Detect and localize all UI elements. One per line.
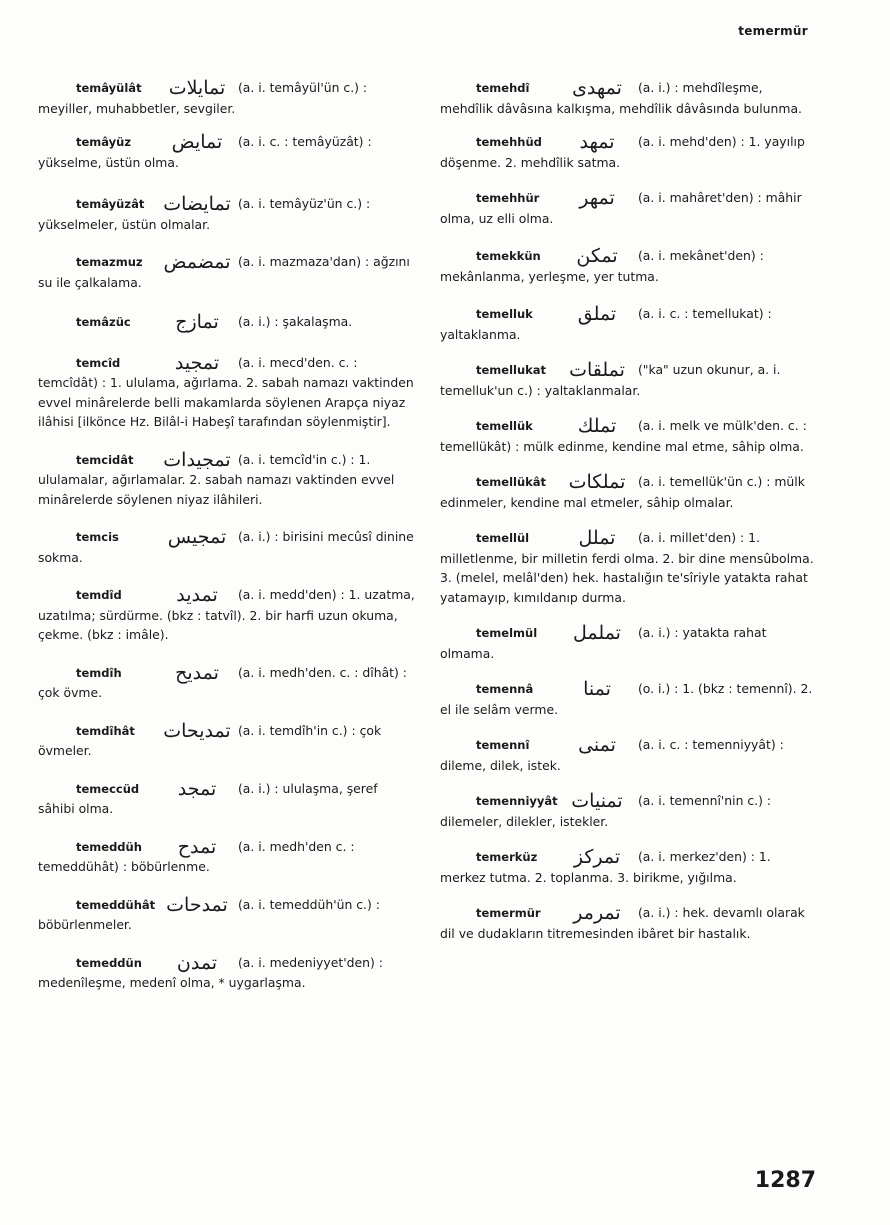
dictionary-entry (440, 360, 818, 400)
dictionary-entry (440, 735, 818, 775)
definition: (a. i. melk ve mülk'den. c. : temellükât) : mülk edinme, kendine mal etme, sâhip olma. (440, 418, 807, 454)
dictionary-entry (38, 721, 418, 761)
headword: temdîh (76, 665, 122, 680)
arabic-script: تمازج (175, 311, 219, 333)
arabic-script: تملل (578, 527, 616, 549)
headword: temelluk (476, 307, 533, 321)
definition: (a. i. temâyül'ün c.) : meyiller, muhabbetler, sevgiler. (38, 80, 368, 116)
headword: temekkün (476, 249, 541, 263)
definition: (a. i. temdîh'in c.) : çok övmeler. (38, 722, 382, 758)
headword: temâyüzât (76, 197, 145, 211)
arabic-script: تملقات (569, 359, 625, 381)
arabic-script: تمهد (579, 131, 615, 153)
definition: (a. i.) : şakalaşma. (237, 314, 353, 329)
dictionary-entry (38, 837, 418, 877)
definition: (a. i.) : yatakta rahat olmama. (440, 625, 767, 661)
definition: (a. i.) : mehdîleşme, mehdîlik dâvâsına kalkışma, mehdîlik dâvâsında bulunma. (440, 80, 802, 116)
headword: temeddüh (76, 839, 142, 854)
dictionary-entry (38, 78, 418, 118)
dictionary-entry (38, 527, 418, 567)
headword: temcidât (76, 452, 134, 467)
arabic-script: تمنى (578, 734, 616, 756)
arabic-script: تمديد (176, 584, 218, 606)
headword: temdîhât (76, 723, 135, 738)
arabic-script: تمهر (579, 187, 615, 209)
arabic-script: تمجيد (174, 351, 220, 374)
definition: (a. i. medh'den. c. : dîhât) : çok övme. (38, 664, 407, 700)
dictionary-entry (440, 623, 818, 663)
arabic-script: تمضمض (163, 251, 231, 273)
arabic-script: تمديحات (163, 719, 231, 742)
arabic-script: تمدحات (166, 893, 228, 916)
definition: (a. i.) : birisini mecûsî dinine sokma. (38, 529, 414, 565)
definition: (a. i. mahâret'den) : mâhir olma, uz elli olma. (440, 190, 802, 226)
arabic-script: تمكن (576, 245, 618, 267)
dictionary-entry (38, 194, 418, 234)
headword: temermür (476, 906, 541, 920)
headword: temdîd (76, 588, 122, 602)
dictionary-entry (440, 246, 818, 286)
dictionary-entry (38, 663, 418, 703)
arabic-script: تمجيس (167, 526, 227, 548)
arabic-script: تمايضات (163, 193, 231, 215)
dictionary-entry (440, 472, 818, 512)
headword: temeccüd (76, 781, 140, 796)
definition: (a. i. medeniyyet'den) : medenîleşme, medenî olma, * uygarlaşma. (38, 954, 383, 990)
dictionary-entry (38, 252, 418, 292)
definition: (a. i.) : hek. devamlı olarak dil ve dudakların titremesinden ibâret bir hastalık. (440, 905, 805, 941)
headword: temeddühât (76, 897, 156, 912)
dictionary-entry (440, 188, 818, 228)
headword: temehhür (476, 191, 540, 205)
definition: (a. i. temennî'nin c.) : dilemeler, dilekler, istekler. (440, 793, 772, 829)
definition: ("ka" uzun okunur, a. i. temelluk'un c.) : yaltaklanmalar. (440, 362, 781, 398)
definition: (a. i. mekânet'den) : mekânlanma, yerleşme, yer tutma. (440, 248, 764, 284)
definition: (a. i. temeddüh'ün c.) : böbürlenmeler. (38, 896, 380, 932)
arabic-script: تمجد (177, 777, 217, 800)
headword: temâyülât (76, 81, 142, 95)
headword: temennâ (476, 682, 534, 696)
headword: temehdî (476, 81, 530, 95)
arabic-script: تملق (577, 303, 617, 325)
headword: temehhüd (476, 135, 542, 149)
dictionary-entry (440, 903, 818, 943)
definition: (a. i. c. : temâyüzât) : yükselme, üstün olma. (38, 134, 372, 170)
dictionary-entry (440, 416, 818, 456)
arabic-script: تمرمر (573, 902, 621, 924)
definition: (a. i. mehd'den) : 1. yayılıp döşenme. 2. mehdîlik satma. (440, 134, 805, 170)
dictionary-entry (440, 78, 818, 118)
arabic-script: تملكات (568, 471, 626, 493)
arabic-script: تمايلات (168, 77, 226, 99)
running-head: temermür (738, 24, 808, 38)
arabic-script: تمدن (176, 951, 218, 974)
definition: (a. i. c. : temenniyyât) : dileme, dilek, istek. (440, 737, 784, 773)
headword: temcîd (76, 355, 121, 370)
definition: (a. i. c. : temellukat) : yaltaklanma. (440, 306, 772, 342)
headword: temelmül (476, 626, 538, 640)
dictionary-entry (38, 132, 418, 172)
arabic-script: تمايض (171, 131, 223, 153)
dictionary-entry (440, 304, 818, 344)
dictionary-entry (38, 585, 418, 645)
arabic-script: تمهدى (572, 77, 622, 99)
arabic-script: تململ (573, 622, 621, 644)
definition: (a. i. millet'den) : 1. milletlenme, bir milletin ferdi olma. 2. bir dine mensûbolma. 3. (melel, melâl'den) hek. hastalığın te'sîriyle yatakta rahat yatamayıp, kımıldanıp durma. (440, 530, 814, 605)
headword: temâzüc (76, 315, 131, 329)
dictionary-entry (38, 895, 418, 935)
headword: temennî (476, 738, 530, 752)
headword: temenniyyât (476, 794, 558, 808)
right-column (440, 78, 818, 943)
headword: temellük (476, 419, 533, 433)
arabic-script: تمنيات (571, 790, 623, 812)
arabic-script: تمنا (583, 678, 611, 700)
arabic-script: تمدح (177, 835, 217, 858)
headword: temellukat (476, 363, 547, 377)
definition: (o. i.) : 1. (bkz : temennî). 2. el ile selâm verme. (440, 681, 813, 717)
dictionary-entry (38, 953, 418, 993)
definition: (a. i. merkez'den) : 1. merkez tutma. 2. toplanma. 3. birikme, yığılma. (440, 849, 771, 885)
definition: (a. i.) : ululaşma, şeref sâhibi olma. (38, 780, 378, 816)
definition: (a. i. temcîd'in c.) : 1. ululamalar, ağırlamalar. 2. sabah namazı vaktinden evvel minârelerde söylenen niyaz ilâhileri. (38, 451, 395, 507)
dictionary-entry (440, 791, 818, 831)
definition: (a. i. medd'den) : 1. uzatma, uzatılma; sürdürme. (bkz : tatvîl). 2. bir harfi uzun okuma, çekme. (bkz : imâle). (38, 587, 415, 642)
dictionary-entry (440, 528, 818, 607)
headword: temcis (76, 530, 119, 544)
headword: temeddün (76, 955, 142, 970)
arabic-script: تمركز (573, 846, 621, 868)
definition: (a. i. mecd'den. c. : temcîdât) : 1. ululama, ağırlama. 2. sabah namazı vaktinden evvel minârelerde belli makamlarda söylenen Arapça niyaz ilâhisi [ilkönce Hz. Bilâl-i Habeşî tarafından söylenmiştir]. (38, 354, 414, 429)
headword: temazmuz (76, 255, 143, 269)
dictionary-entry (38, 779, 418, 819)
headword: temellül (476, 531, 530, 545)
dictionary-entry (38, 353, 418, 432)
arabic-script: تمجيدات (163, 448, 231, 471)
dictionary-entry (440, 132, 818, 172)
definition: (a. i. temellük'ün c.) : mülk edinmeler, kendine mal etmeler, sâhip olmalar. (440, 474, 805, 510)
headword: temâyüz (76, 135, 132, 149)
dictionary-entry (440, 847, 818, 887)
definition: (a. i. medh'den c. : temeddühât) : böbürlenme. (38, 838, 355, 874)
arabic-script: تمديح (175, 661, 219, 684)
dictionary-entry (38, 450, 418, 510)
arabic-script: تملك (577, 415, 617, 437)
definition: (a. i. temâyüz'ün c.) : yükselmeler, üstün olmalar. (38, 196, 371, 232)
definition: (a. i. mazmaza'dan) : ağzını su ile çalkalama. (38, 254, 410, 290)
headword: temellükât (476, 475, 547, 489)
page-number: 1287 (754, 1168, 816, 1193)
dictionary-entry (440, 679, 818, 719)
left-column (38, 78, 418, 993)
headword: temerküz (476, 850, 538, 864)
dictionary-entry (38, 312, 418, 333)
